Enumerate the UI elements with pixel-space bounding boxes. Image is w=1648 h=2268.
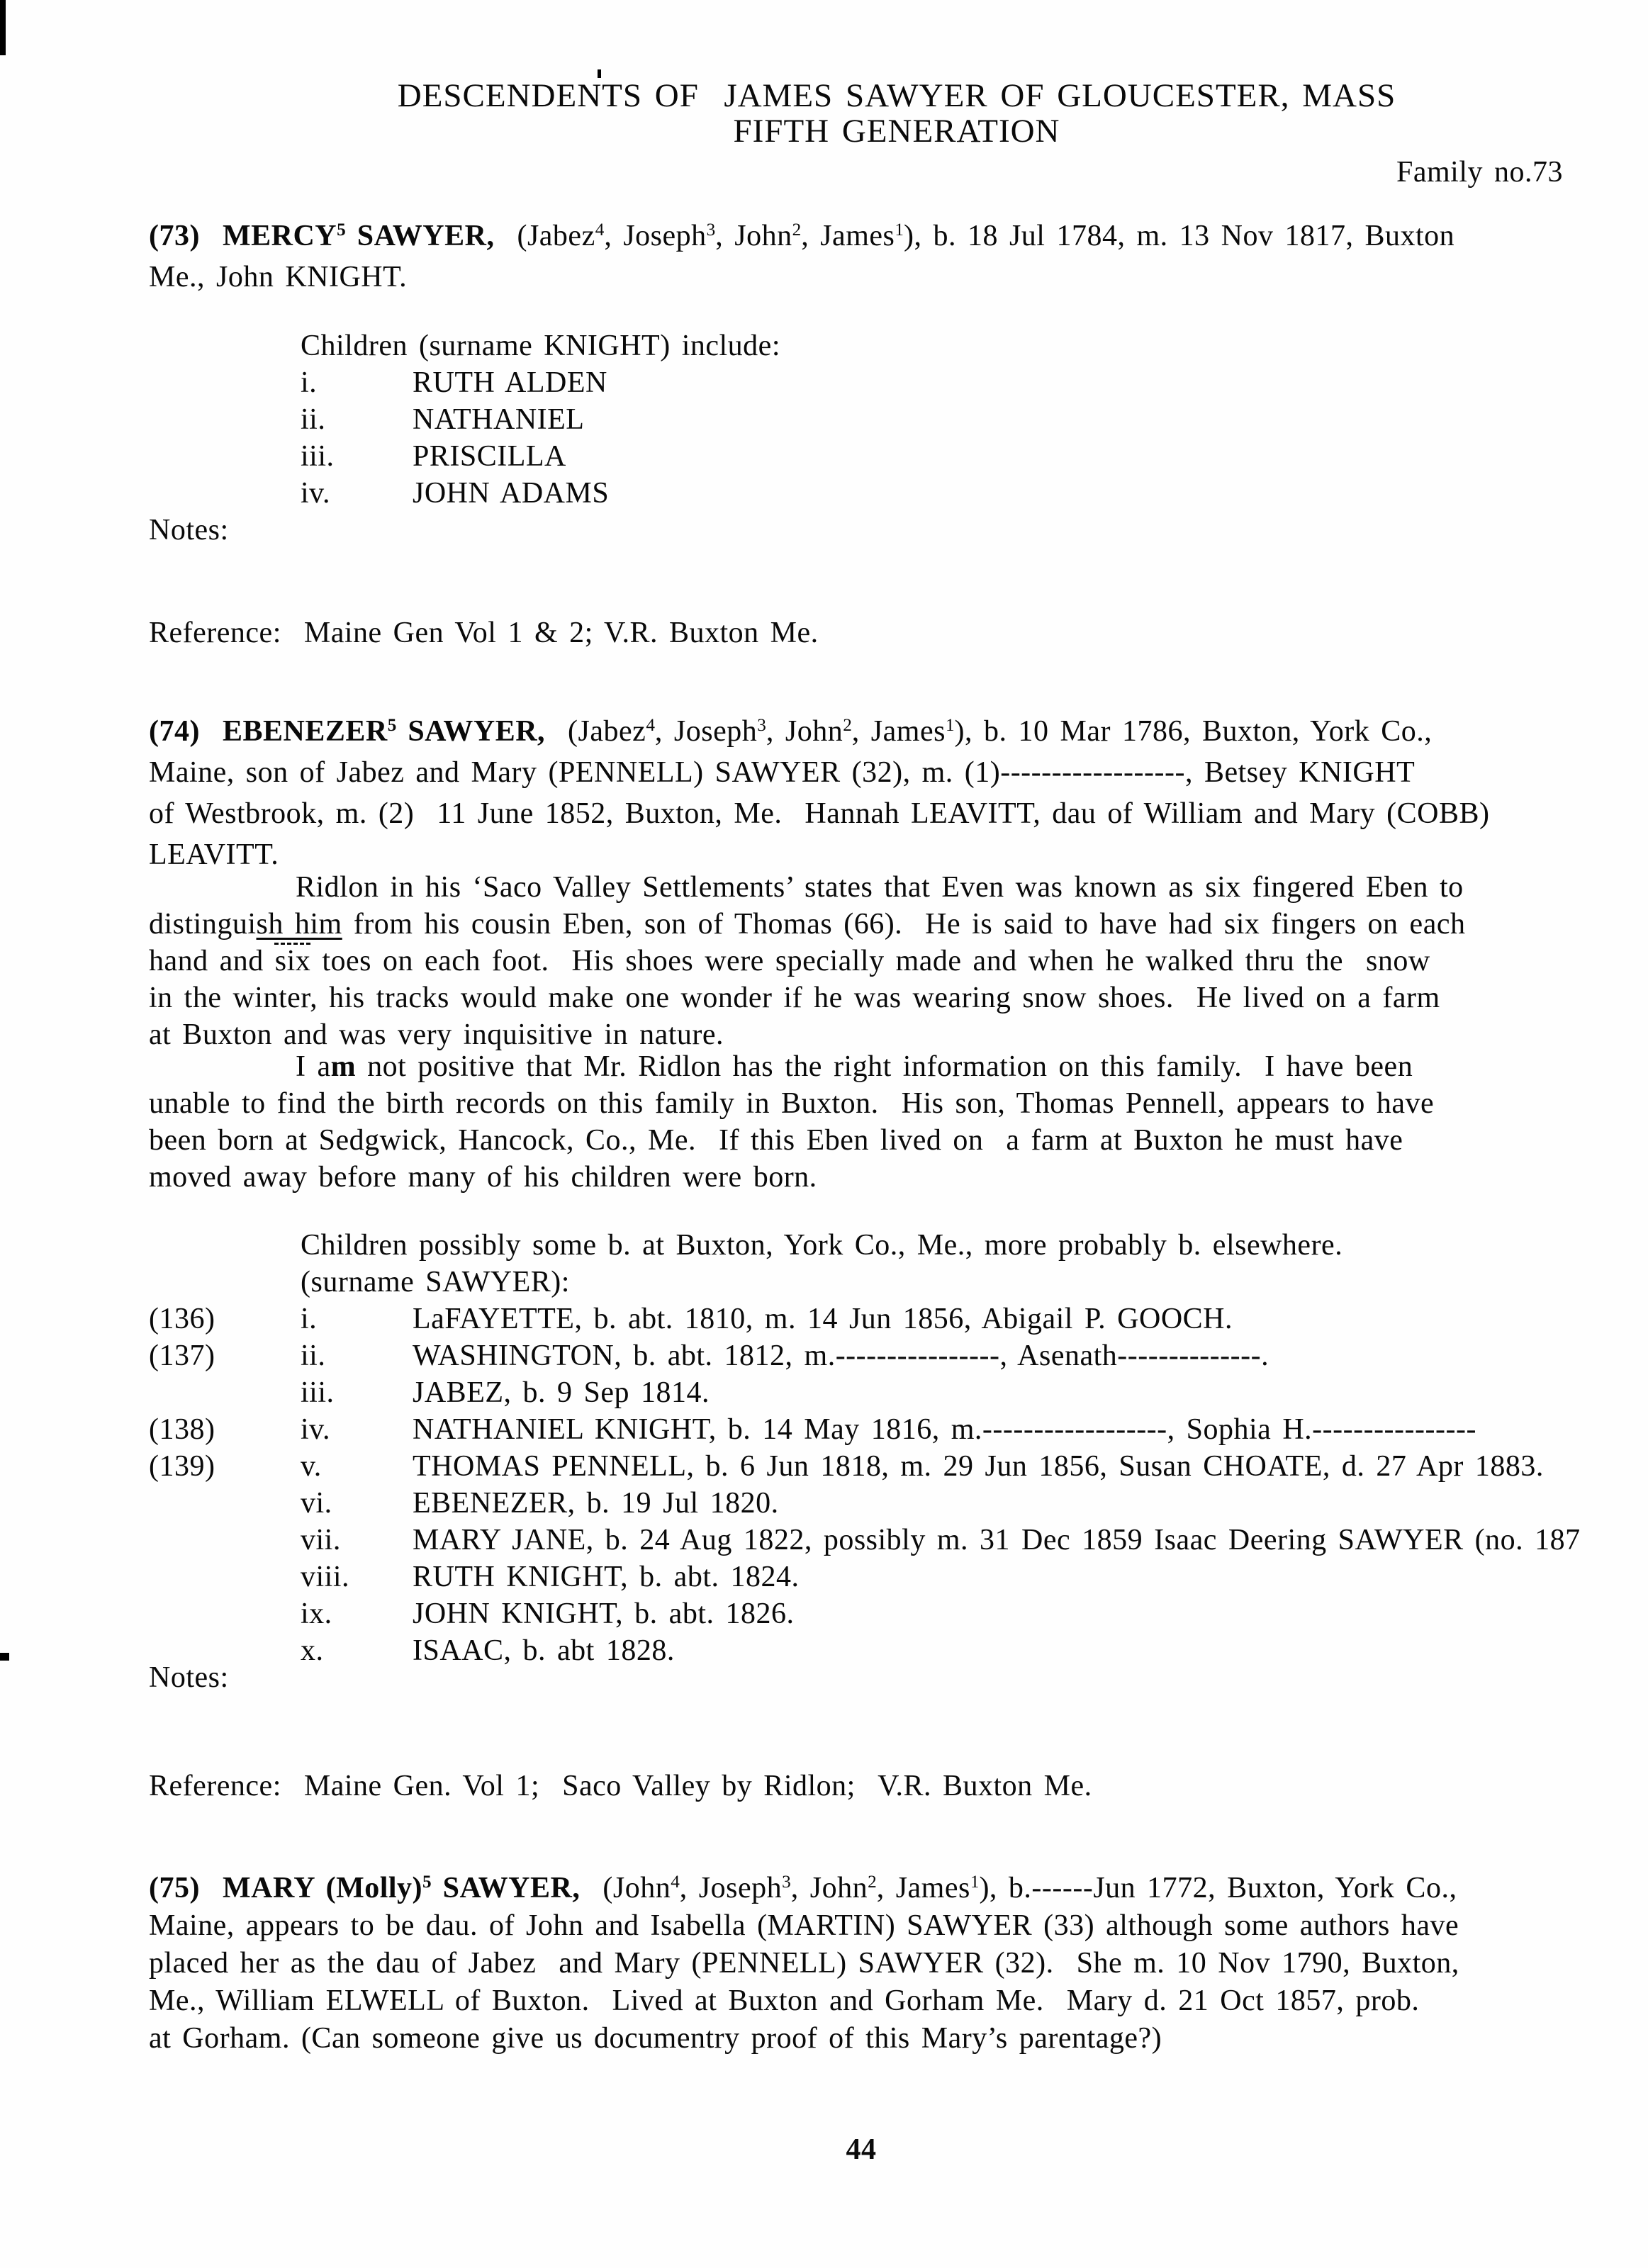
entry-73-heading — [149, 215, 1609, 298]
child-text: LaFAYETTE, b. abt. 1810, m. 14 Jun 1856, Abigail P. GOOCH. — [413, 1303, 1233, 1335]
child-text: JOHN ADAMS — [413, 477, 610, 510]
child-numeral: iii. — [301, 1376, 335, 1409]
scan-artifact-corner — [0, 0, 6, 55]
title-line-1: DESCENDENTS OF JAMES SAWYER OF GLOUCESTER, MASS — [397, 77, 1396, 114]
child-row — [149, 1595, 1644, 1632]
child-numeral: x. — [301, 1634, 324, 1667]
entry-74-paragraph-2 — [149, 1048, 1574, 1196]
child-numeral: iv. — [301, 477, 330, 510]
child-numeral: i. — [301, 1303, 318, 1335]
child-numeral: i. — [301, 366, 318, 399]
text-line: Ridlon in his ‘Saco Valley Settlements’ states that Even was known as six fingered Eben to — [296, 871, 1464, 904]
child-text: WASHINGTON, b. abt. 1812, m.----------------, Asenath--------------. — [413, 1340, 1269, 1372]
child-row — [149, 401, 1644, 438]
child-row — [149, 1632, 1644, 1669]
child-text: MARY JANE, b. 24 Aug 1822, possibly m. 31 Dec 1859 Isaac Deering SAWYER (no. 187 — [413, 1524, 1581, 1556]
child-row — [149, 1448, 1644, 1485]
child-numeral: iv. — [301, 1413, 330, 1446]
entry-73-children — [149, 327, 1644, 512]
child-numeral: vii. — [301, 1524, 341, 1556]
text-line: Me., William ELWELL of Buxton. Lived at Buxton and Gorham Me. Mary d. 21 Oct 1857, prob. — [149, 1984, 1420, 2017]
entry-74-notes-label: Notes: — [149, 1661, 229, 1694]
child-row — [149, 475, 1644, 512]
child-row — [149, 1374, 1644, 1411]
text-line: hand and six toes on each foot. His shoes were specially made and when he walked thru the snow — [149, 945, 1430, 977]
text-line: of Westbrook, m. (2) 11 June 1852, Buxton, Me. Hannah LEAVITT, dau of William and Mary (COBB) — [149, 797, 1490, 830]
entry-74-paragraph-1 — [149, 869, 1574, 1053]
text-line: unable to find the birth records on this family in Buxton. His son, Thomas Pennell, appears to have — [149, 1087, 1435, 1120]
child-text: PRISCILLA — [413, 440, 566, 473]
text-line: at Gorham. (Can someone give us documentry proof of this Mary’s parentage?) — [149, 2022, 1162, 2055]
child-family-number: (137) — [149, 1340, 215, 1372]
text-line: moved away before many of his children were born. — [149, 1161, 817, 1194]
entry-74-children-header-line2: (surname SAWYER): — [301, 1266, 570, 1298]
child-numeral: ii. — [301, 1340, 326, 1372]
child-text: EBENEZER, b. 19 Jul 1820. — [413, 1487, 779, 1520]
child-text: NATHANIEL — [413, 403, 585, 436]
text-line: at Buxton and was very inquisitive in nature. — [149, 1018, 724, 1051]
family-number: Family no.73 — [1396, 156, 1563, 189]
entry-74-heading — [149, 711, 1609, 875]
child-row — [149, 1559, 1644, 1595]
text-line: (75) MARY (Molly)$^5$ SAWYER, (John$^4$, Joseph$^3$, John$^2$, James$^1$), b.------Jun 1772, Buxton, York Co., — [149, 1872, 1457, 1904]
child-row — [149, 1337, 1644, 1374]
text-line: (74) EBENEZER$^5$ SAWYER, (Jabez$^4$, Joseph$^3$, John$^2$, James$^1$), b. 10 Mar 1786, Buxton, York Co., — [149, 715, 1433, 748]
text-line: Me., John KNIGHT. — [149, 261, 408, 293]
document-title — [152, 78, 1641, 149]
child-text: JOHN KNIGHT, b. abt. 1826. — [413, 1598, 795, 1630]
child-numeral: ii. — [301, 403, 326, 436]
child-numeral: vi. — [301, 1487, 332, 1520]
entry-73-children-list — [149, 364, 1644, 512]
scan-artifact-edge — [0, 1653, 9, 1661]
child-numeral: ix. — [301, 1598, 332, 1630]
text-line: I am not positive that Mr. Ridlon has the right information on this family. I have been — [296, 1050, 1413, 1083]
entry-73-children-header: Children (surname KNIGHT) include: — [301, 330, 780, 362]
entry-74-children-header-line1: Children possibly some b. at Buxton, York Co., Me., more probably b. elsewhere. — [301, 1229, 1343, 1262]
entry-73-notes-label: Notes: — [149, 514, 229, 546]
child-row — [149, 364, 1644, 401]
title-line-2: FIFTH GENERATION — [733, 113, 1060, 150]
child-numeral: v. — [301, 1450, 322, 1483]
child-text: RUTH ALDEN — [413, 366, 607, 399]
text-line: LEAVITT. — [149, 838, 279, 871]
child-text: THOMAS PENNELL, b. 6 Jun 1818, m. 29 Jun 1856, Susan CHOATE, d. 27 Apr 1883. — [413, 1450, 1544, 1483]
text-line: (73) MERCY$^5$ SAWYER, (Jabez$^4$, Joseph$^3$, John$^2$, James$^1$), b. 18 Jul 1784, m. 13 Nov 1817, Buxton — [149, 220, 1455, 252]
entry-74-children — [149, 1227, 1644, 1669]
child-family-number: (138) — [149, 1413, 215, 1446]
text-line: distinguish him from his cousin Eben, son of Thomas (66). He is said to have had six fingers on each — [149, 908, 1466, 941]
text-line: Maine, son of Jabez and Mary (PENNELL) SAWYER (32), m. (1)------------------, Betsey KNIGHT — [149, 756, 1416, 789]
text-line: Maine, appears to be dau. of John and Isabella (MARTIN) SAWYER (33) although some authors have — [149, 1909, 1459, 1942]
child-row — [149, 438, 1644, 475]
child-row — [149, 1522, 1644, 1559]
child-row — [149, 1301, 1644, 1337]
child-row — [149, 1411, 1644, 1448]
child-text: NATHANIEL KNIGHT, b. 14 May 1816, m.------------------, Sophia H.---------------- — [413, 1413, 1476, 1446]
child-family-number: (136) — [149, 1303, 215, 1335]
child-row — [149, 1485, 1644, 1522]
entry-74-children-list — [149, 1301, 1644, 1669]
child-family-number: (139) — [149, 1450, 215, 1483]
entry-73-reference: Reference: Maine Gen Vol 1 & 2; V.R. Buxton Me. — [149, 617, 819, 649]
child-numeral: iii. — [301, 440, 335, 473]
entry-75-heading — [149, 1870, 1644, 2058]
child-numeral: viii. — [301, 1561, 350, 1593]
child-text: ISAAC, b. abt 1828. — [413, 1634, 675, 1667]
child-text: JABEZ, b. 9 Sep 1814. — [413, 1376, 710, 1409]
text-line: placed her as the dau of Jabez and Mary (PENNELL) SAWYER (32). She m. 10 Nov 1790, Buxton, — [149, 1947, 1459, 1980]
page-number: 44 — [846, 2133, 877, 2166]
text-line: in the winter, his tracks would make one wonder if he was wearing snow shoes. He lived on a farm — [149, 982, 1440, 1014]
entry-74-reference: Reference: Maine Gen. Vol 1; Saco Valley by Ridlon; V.R. Buxton Me. — [149, 1770, 1092, 1802]
text-line: been born at Sedgwick, Hancock, Co., Me. If this Eben lived on a farm at Buxton he must have — [149, 1124, 1403, 1157]
child-text: RUTH KNIGHT, b. abt. 1824. — [413, 1561, 800, 1593]
